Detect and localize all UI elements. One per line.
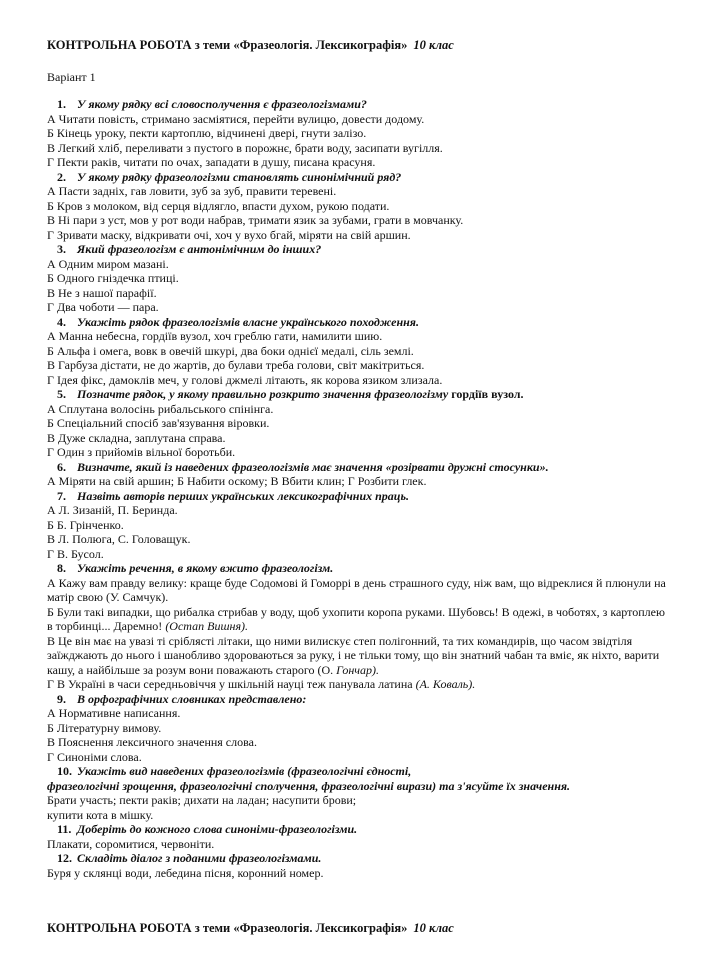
question-text: Складіть діалог з поданими фразеологізмами. <box>77 851 322 865</box>
question-number: 1. <box>57 97 66 111</box>
question-3 <box>47 242 672 257</box>
question-number: 5. <box>57 387 66 401</box>
answer-option: Г Пекти раків, читати по очах, западати в душу, писана красуня. <box>47 155 376 169</box>
answer-option: А Одним миром мазані. <box>47 256 169 271</box>
footer-grade-label: 10 клас <box>413 921 454 935</box>
option-text: В Це він має на увазі ті сріблясті літаки, що ними вилискує степ полігонний, та тих командирів, що часом звідтіля заїжджають до нього і шанобливо здороваються за руку, і не тільки тому, що він знатний чабан та вміє, як ніхто, варити кашу, а найбільше за розум вони поважають старого (О. <box>47 633 660 677</box>
option-source: (А. Коваль). <box>415 677 476 691</box>
question-10 <box>47 764 672 779</box>
question-text: Визначте, який із наведених фразеологізмів має значення «розірвати дружні стосунки». <box>77 459 549 474</box>
footer-title <box>47 921 454 936</box>
answer-option: Г Ідея фікс, дамоклів меч, у голові джмелі літають, як корова язиком злизала. <box>47 372 443 387</box>
question-number: 7. <box>57 488 66 503</box>
option-source: (Остап Вишня). <box>165 619 249 633</box>
question-8 <box>47 561 672 576</box>
answer-option: Б Літературну вимову. <box>47 720 162 735</box>
question-5 <box>47 387 672 402</box>
question-number: 2. <box>57 169 66 184</box>
answer-option: Г В. Бусол. <box>47 546 104 561</box>
answer-option: В Пояснення лексичного значення слова. <box>47 735 257 749</box>
question-4 <box>47 315 672 330</box>
question-6 <box>47 460 672 475</box>
answer-option: Б Одного гніздечка птиці. <box>47 271 179 285</box>
question-number: 12. <box>57 851 72 865</box>
answer-option: А Читати повість, стримано засміятися, перейти вулицю, довести додому. <box>47 111 425 126</box>
question-12 <box>47 851 672 866</box>
option-source: Гончар). <box>336 662 380 677</box>
answer-option: Б Кров з молоком, від серця відлягло, впасти духом, рукою подати. <box>47 198 390 213</box>
answer-option: Б Б. Грінченко. <box>47 517 124 532</box>
question-number: 11. <box>57 822 72 836</box>
question-text: Назвіть авторів перших українських лексикографічних праць. <box>77 488 409 503</box>
option-text: А Кажу вам правду велику: краще буде Содомові й Гоморрі в день страшного суду, ніж вам, що відреклися й плюнули на матір свою (У. Самчук). <box>47 575 666 604</box>
question-text: У якому рядку фразеологізми становлять синонімічний ряд? <box>77 169 402 184</box>
question-text: У якому рядку всі словосполучення є фразеологізмами? <box>77 97 367 111</box>
answer-option: В Гарбуза дістати, не до жартів, до булави треба голови, світ макітриться. <box>47 358 425 372</box>
title-text: КОНТРОЛЬНА РОБОТА з теми «Фразеологія. Лексикографія» <box>47 38 408 52</box>
question-phrase: гордіїв вузол. <box>451 387 524 401</box>
answer-option <box>47 605 672 634</box>
answer-option: Б Спеціальний спосіб зав'язування віровки. <box>47 416 270 430</box>
answer-option <box>47 576 672 605</box>
question-text: Доберіть до кожного слова синоніми-фразеологізми. <box>77 822 358 836</box>
question-number: 10. <box>57 764 72 778</box>
question-2 <box>47 170 672 185</box>
answer-option: В Ні пари з уст, мов у рот води набрав, тримати язик за зубами, грати в мовчанку. <box>47 213 464 227</box>
answer-option: Г Синоніми слова. <box>47 749 142 764</box>
answer-option: А Міряти на свій аршин; Б Набити оскому; В Вбити клин; Г Розбити глек. <box>47 474 427 488</box>
variant-label: Варіант 1 <box>47 70 96 84</box>
question-text: Укажіть рядок фразеологізмів власне українського походження. <box>77 314 419 329</box>
question-text: Укажіть речення, в якому вжито фразеологізм. <box>77 561 334 575</box>
question-1 <box>47 97 672 112</box>
question-text: Який фразеологізм є антонімічним до інших? <box>77 242 322 256</box>
answer-option: Г Два чоботи — пара. <box>47 300 159 314</box>
question-number: 9. <box>57 691 66 706</box>
question-number: 6. <box>57 459 66 474</box>
question-text: В орфографічних словниках представлено: <box>77 691 307 706</box>
answer-option: В Не з нашої парафії. <box>47 285 157 300</box>
answer-option: Б Кінець уроку, пекти картоплю, відчинені двері, гнути залізо. <box>47 126 367 140</box>
answer-option <box>47 634 672 678</box>
question-11 <box>47 822 672 837</box>
answer-option: В Легкий хліб, переливати з пустого в порожнє, брати воду, засипати вугілля. <box>47 140 443 155</box>
option-text: Г В Україні в часи середньовіччя у шкільній науці теж панувала латина <box>47 677 413 691</box>
answer-option: А Нормативне написання. <box>47 706 181 720</box>
answer-option: купити кота в мішку. <box>47 807 154 822</box>
answer-option: В Л. Полюга, С. Головащук. <box>47 532 191 546</box>
option-text: Б Були такі випадки, що рибалка стрибав у воду, щоб ухопити коропа руками. Шубовсь! В одежі, в чоботях, з картоплею в торбинці... Даремно! <box>47 604 665 633</box>
question-text-continued: фразеологічні зрощення, фразеологічні сполучення, фразеологічні вирази) та з'ясуйте їх значення. <box>47 778 571 793</box>
question-text: Укажіть вид наведених фразеологізмів (фразеологічні єдності, <box>77 764 412 778</box>
answer-option: А Пасти задніх, гав ловити, зуб за зуб, правити теревені. <box>47 184 337 198</box>
answer-option: А Л. Зизаній, П. Беринда. <box>47 503 178 517</box>
question-number: 3. <box>57 242 66 256</box>
answer-option: Брати участь; пекти раків; дихати на ладан; насупити брови; <box>47 793 357 807</box>
question-number: 4. <box>57 314 66 329</box>
answer-option: А Сплутана волосінь рибальського спінінга. <box>47 401 274 416</box>
answer-option: Г Один з прийомів вільної боротьби. <box>47 445 236 459</box>
page-title <box>47 38 454 53</box>
answer-option: Б Альфа і омега, вовк в овечій шкурі, два боки однієї медалі, сіль землі. <box>47 343 414 358</box>
question-number: 8. <box>57 561 66 575</box>
answer-option <box>47 677 672 692</box>
question-9 <box>47 692 672 707</box>
answer-option: Плакати, соромитися, червоніти. <box>47 836 215 851</box>
question-7 <box>47 489 672 504</box>
questions-list <box>47 97 672 880</box>
answer-option: А Манна небесна, гордіїв вузол, хоч греблю гати, намилити шию. <box>47 329 383 343</box>
answer-option: В Дуже складна, заплутана справа. <box>47 430 226 445</box>
answer-option: Буря у склянці води, лебедина пісня, коронний номер. <box>47 865 324 880</box>
answer-option: Г Зривати маску, відкривати очі, хоч у вухо бгай, міряти на свій аршин. <box>47 227 411 242</box>
footer-title-text: КОНТРОЛЬНА РОБОТА з теми «Фразеологія. Лексикографія» <box>47 921 408 935</box>
question-text: Позначте рядок, у якому правильно розкрито значення фразеологізму <box>77 387 449 401</box>
grade-label: 10 клас <box>413 38 454 52</box>
